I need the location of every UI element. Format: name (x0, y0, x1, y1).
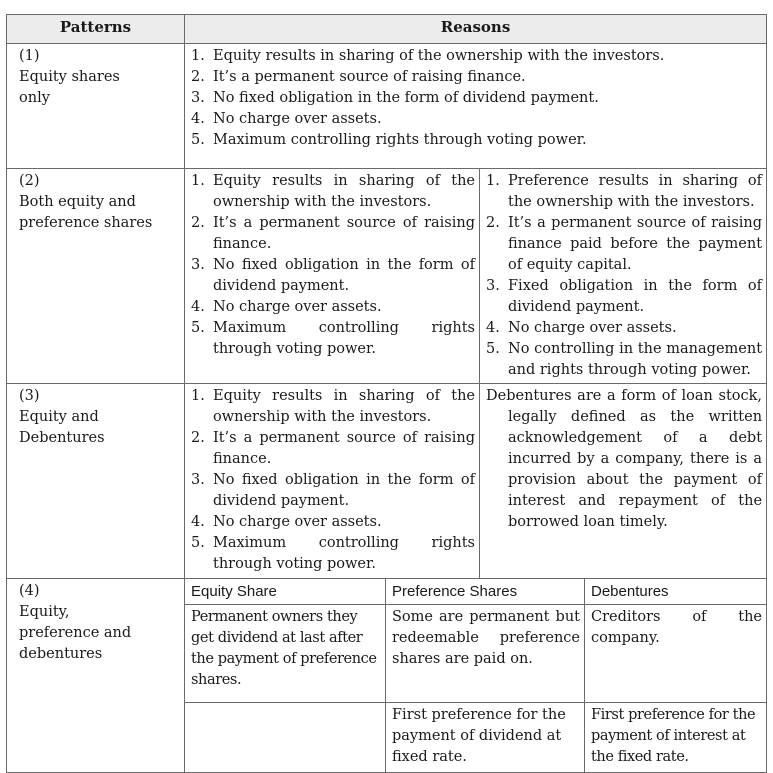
pattern-cell (7, 384, 185, 579)
list-item: 4. No charge over assets. (191, 111, 382, 127)
list-item: 2. It’s a permanent source of raising finance. (191, 430, 475, 467)
list-item: 1. Equity results in sharing of the ownership with the investors. (191, 48, 665, 64)
list-item: 5. Maximum controlling rights through voting power. (191, 535, 475, 572)
header-reasons: Reasons (185, 15, 767, 44)
pattern-number: (3) (19, 388, 40, 404)
subheader-equity-share: Equity Share (185, 579, 386, 605)
equity-reasons-cell (185, 169, 480, 384)
row-equity-preference (7, 169, 767, 384)
list-item: 1. Equity results in sharing of the ownership with the investors. (191, 173, 475, 210)
equity-reasons-list (191, 171, 475, 360)
row-four-subheaders (7, 579, 767, 605)
preference-shares-text: Some are permanent but redeemable preference shares are paid on. (386, 605, 585, 703)
list-item: 2. It’s a permanent source of raising finance paid before the payment of equity capital. (486, 215, 763, 273)
list-item: 2. It’s a permanent source of raising finance. (191, 69, 526, 85)
list-item: 1. Equity results in sharing of the ownership with the investors. (191, 388, 475, 425)
list-item: 3. Fixed obligation in the form of dividend payment. (486, 278, 763, 315)
list-item: 5. Maximum controlling rights through voting power. (191, 132, 587, 148)
subheader-debentures: Debentures (585, 579, 767, 605)
debentures-cell (480, 384, 767, 579)
equity-reasons-list (191, 46, 762, 151)
pattern-number: (1) (19, 48, 40, 64)
row-equity-debentures (7, 384, 767, 579)
equity-share-text: Permanent owners they get dividend at last after the payment of preference shares. (185, 605, 386, 703)
debentures-creditors-text: Creditors of the company. (585, 605, 767, 703)
pattern-cell (7, 169, 185, 384)
list-item: 5. No controlling in the management and rights through voting power. (486, 341, 763, 378)
header-row (7, 15, 767, 44)
debentures-interest-text: First preference for the payment of interest at the fixed rate. (585, 703, 767, 773)
preference-reasons-list (486, 171, 762, 381)
pattern-label: Equity and Debentures (19, 409, 105, 446)
reasons-table-container (6, 14, 766, 765)
pattern-number: (4) (19, 583, 40, 599)
reasons-cell (185, 44, 767, 169)
list-item: 3. No fixed obligation in the form of dividend payment. (191, 472, 475, 509)
list-item: 1. Preference results in sharing of the ownership with the investors. (486, 173, 763, 210)
list-item: 2. It’s a permanent source of raising finance. (191, 215, 475, 252)
pattern-cell (7, 579, 185, 773)
pattern-cell (7, 44, 185, 169)
list-item: 4. No charge over assets. (191, 514, 382, 530)
patterns-reasons-table (6, 14, 767, 773)
preference-dividend-text: First preference for the payment of dividend at fixed rate. (386, 703, 585, 773)
pattern-label: Both equity and preference shares (19, 194, 153, 231)
pattern-label: Equity, preference and debentures (19, 604, 132, 662)
row-equity-only (7, 44, 767, 169)
subheader-preference-shares: Preference Shares (386, 579, 585, 605)
equity-reasons-cell (185, 384, 480, 579)
list-item: 5. Maximum controlling rights through voting power. (191, 320, 475, 357)
list-item: 4. No charge over assets. (486, 320, 677, 336)
equity-reasons-list (191, 386, 475, 575)
list-item: 3. No fixed obligation in the form of dividend payment. (191, 257, 475, 294)
equity-share-empty (185, 703, 386, 773)
list-item: 3. No fixed obligation in the form of dividend payment. (191, 90, 599, 106)
pattern-number: (2) (19, 173, 40, 189)
header-patterns: Patterns (7, 15, 185, 44)
preference-reasons-cell (480, 169, 767, 384)
debentures-text: Debentures are a form of loan stock, legally defined as the written acknowledgement of a debt incurred by a company, there is a provision about the payment of interest and repayment of the borrowed loan timely. (486, 388, 763, 530)
pattern-label: Equity shares only (19, 69, 120, 106)
list-item: 4. No charge over assets. (191, 299, 382, 315)
